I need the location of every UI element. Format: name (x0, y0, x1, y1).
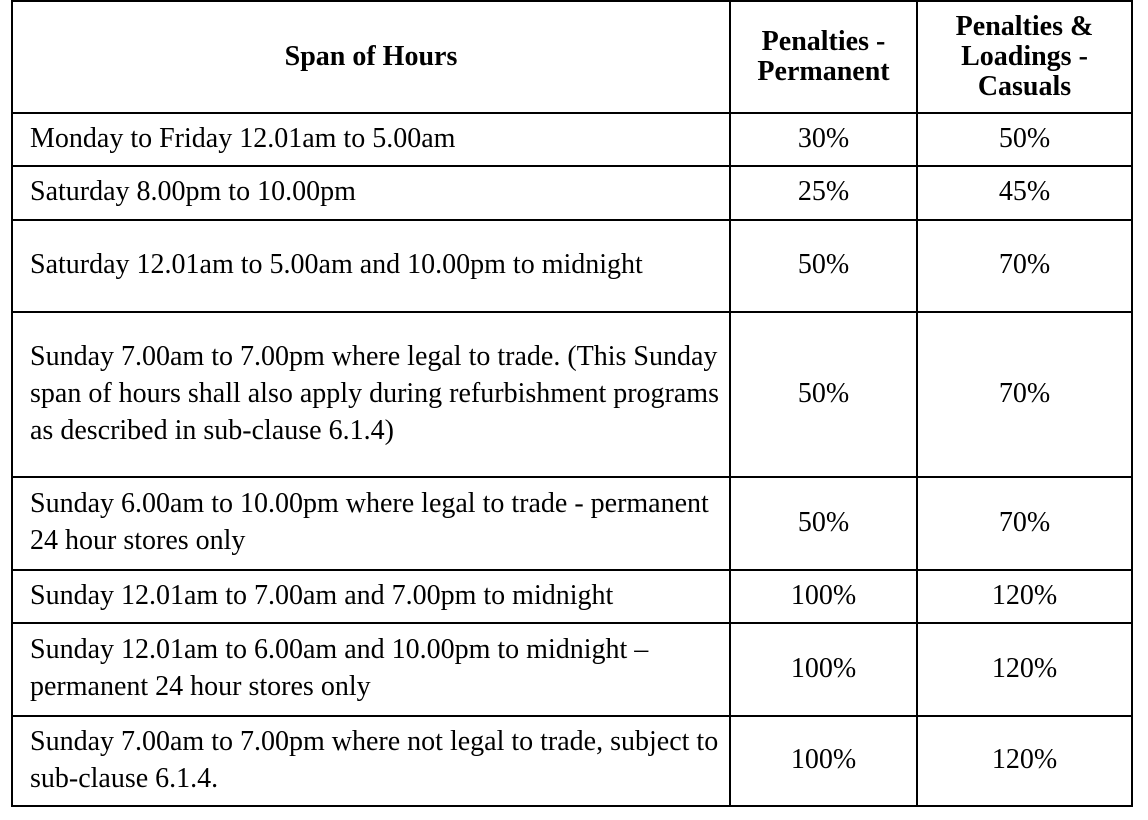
table-row (12, 220, 1132, 312)
casuals-value: 70% (917, 312, 1132, 477)
casuals-value: 45% (917, 166, 1132, 220)
span-cell: Sunday 6.00am to 10.00pm where legal to trade - permanent 24 hour stores only (12, 477, 730, 570)
span-cell: Sunday 12.01am to 7.00am and 7.00pm to midnight (12, 570, 730, 623)
table-header-row (12, 1, 1132, 113)
casuals-value: 70% (917, 477, 1132, 570)
span-cell: Sunday 7.00am to 7.00pm where legal to trade. (This Sunday span of hours shall also apply during refurbishment programs as described in sub-clause 6.1.4) (12, 312, 730, 477)
permanent-value: 100% (730, 716, 917, 806)
span-cell: Saturday 8.00pm to 10.00pm (12, 166, 730, 220)
penalty-rates-table (11, 0, 1133, 807)
span-cell: Saturday 12.01am to 5.00am and 10.00pm to midnight (12, 220, 730, 312)
penalties-permanent-header-text: Penalties - Permanent (757, 26, 890, 87)
permanent-value: 100% (730, 623, 917, 716)
permanent-value: 25% (730, 166, 917, 220)
span-of-hours-header-text: Span of Hours (284, 41, 458, 72)
permanent-value: 50% (730, 312, 917, 477)
permanent-value: 50% (730, 477, 917, 570)
span-cell: Monday to Friday 12.01am to 5.00am (12, 113, 730, 166)
penalties-casuals-header (917, 1, 1132, 113)
table-row (12, 623, 1132, 716)
span-cell: Sunday 12.01am to 6.00am and 10.00pm to midnight – permanent 24 hour stores only (12, 623, 730, 716)
table-row (12, 166, 1132, 220)
casuals-value: 120% (917, 570, 1132, 623)
casuals-value: 120% (917, 716, 1132, 806)
permanent-value: 30% (730, 113, 917, 166)
table-row (12, 312, 1132, 477)
casuals-value: 120% (917, 623, 1132, 716)
penalties-permanent-header (730, 1, 917, 113)
table-row (12, 477, 1132, 570)
permanent-value: 100% (730, 570, 917, 623)
permanent-value: 50% (730, 220, 917, 312)
table-row (12, 716, 1132, 806)
table-row (12, 570, 1132, 623)
casuals-value: 70% (917, 220, 1132, 312)
span-cell: Sunday 7.00am to 7.00pm where not legal to trade, subject to sub-clause 6.1.4. (12, 716, 730, 806)
span-of-hours-header (12, 1, 730, 113)
table-row (12, 113, 1132, 166)
casuals-value: 50% (917, 113, 1132, 166)
penalties-casuals-header-text: Penalties & Loadings - Casuals (955, 11, 1094, 102)
